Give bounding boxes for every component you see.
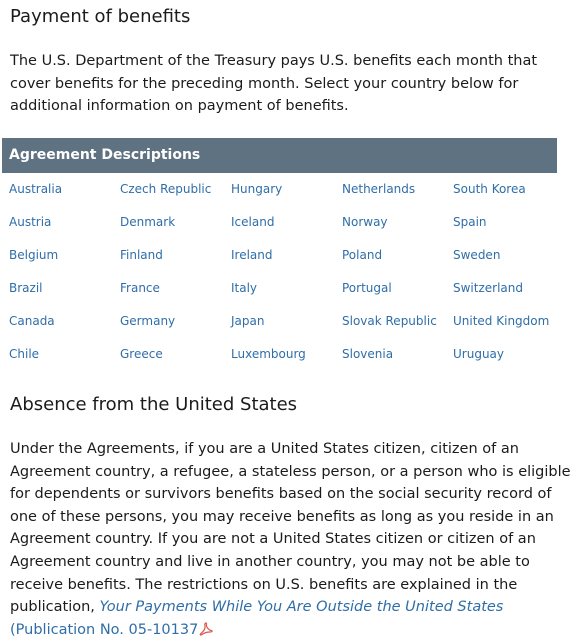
- country-link-australia[interactable]: Australia: [9, 182, 63, 196]
- country-link-japan[interactable]: Japan: [231, 314, 265, 328]
- country-link-slovak-republic[interactable]: Slovak Republic: [342, 314, 437, 328]
- country-link-portugal[interactable]: Portugal: [342, 281, 392, 295]
- absence-body: [10, 438, 572, 641]
- country-link-canada[interactable]: Canada: [9, 314, 55, 328]
- country-link-brazil[interactable]: Brazil: [9, 281, 43, 295]
- country-link-germany[interactable]: Germany: [120, 314, 176, 328]
- agreement-table-header: Agreement Descriptions: [2, 138, 557, 173]
- payment-heading: Payment of benefits: [10, 6, 191, 27]
- country-link-italy[interactable]: Italy: [231, 281, 258, 295]
- country-link-france[interactable]: France: [120, 281, 160, 295]
- country-link-finland[interactable]: Finland: [120, 248, 163, 262]
- country-link-ireland[interactable]: Ireland: [231, 248, 273, 262]
- country-link-iceland[interactable]: Iceland: [231, 215, 275, 229]
- country-link-belgium[interactable]: Belgium: [9, 248, 59, 262]
- country-link-luxembourg[interactable]: Luxembourg: [231, 347, 306, 361]
- country-grid: [2, 173, 557, 371]
- country-link-switzerland[interactable]: Switzerland: [453, 281, 523, 295]
- absence-heading: Absence from the United States: [10, 394, 298, 415]
- country-link-netherlands[interactable]: Netherlands: [342, 182, 416, 196]
- country-link-spain[interactable]: Spain: [453, 215, 487, 229]
- country-link-greece[interactable]: Greece: [120, 347, 163, 361]
- country-link-norway[interactable]: Norway: [342, 215, 388, 229]
- country-link-slovenia[interactable]: Slovenia: [342, 347, 394, 361]
- absence-body-text: Under the Agreements, if you are a United States citizen, citizen of an Agreement country, a refugee, a stateless person, or a person who is eligible for dependents or survivors benefits based on the social security record of one of these persons, you may receive benefits as long as you reside in an Agreement country. If you are not a United States citizen or citizen of an Agreement country and live in another country, you may not be able to receive benefits. The restrictions on U.S. benefits are explained in the publication,: [10, 441, 571, 616]
- country-link-hungary[interactable]: Hungary: [231, 182, 283, 196]
- country-link-denmark[interactable]: Denmark: [120, 215, 176, 229]
- publication-link[interactable]: Your Payments While You Are Outside the United States: [99, 599, 504, 616]
- publication-ref: (Publication No. 05-10137: [10, 621, 199, 638]
- country-link-austria[interactable]: Austria: [9, 215, 52, 229]
- country-link-chile[interactable]: Chile: [9, 347, 40, 361]
- country-link-czech-republic[interactable]: Czech Republic: [120, 182, 212, 196]
- payment-intro: The U.S. Department of the Treasury pays U.S. benefits each month that cover benefits for the preceding month. Select your country below for additional information on payment of benefits.: [10, 53, 538, 114]
- agreement-table: [2, 138, 557, 371]
- country-link-sweden[interactable]: Sweden: [453, 248, 501, 262]
- country-link-united-kingdom[interactable]: United Kingdom: [453, 314, 550, 328]
- country-link-south-korea[interactable]: South Korea: [453, 182, 526, 196]
- country-link-poland[interactable]: Poland: [342, 248, 383, 262]
- country-link-uruguay[interactable]: Uruguay: [453, 347, 504, 361]
